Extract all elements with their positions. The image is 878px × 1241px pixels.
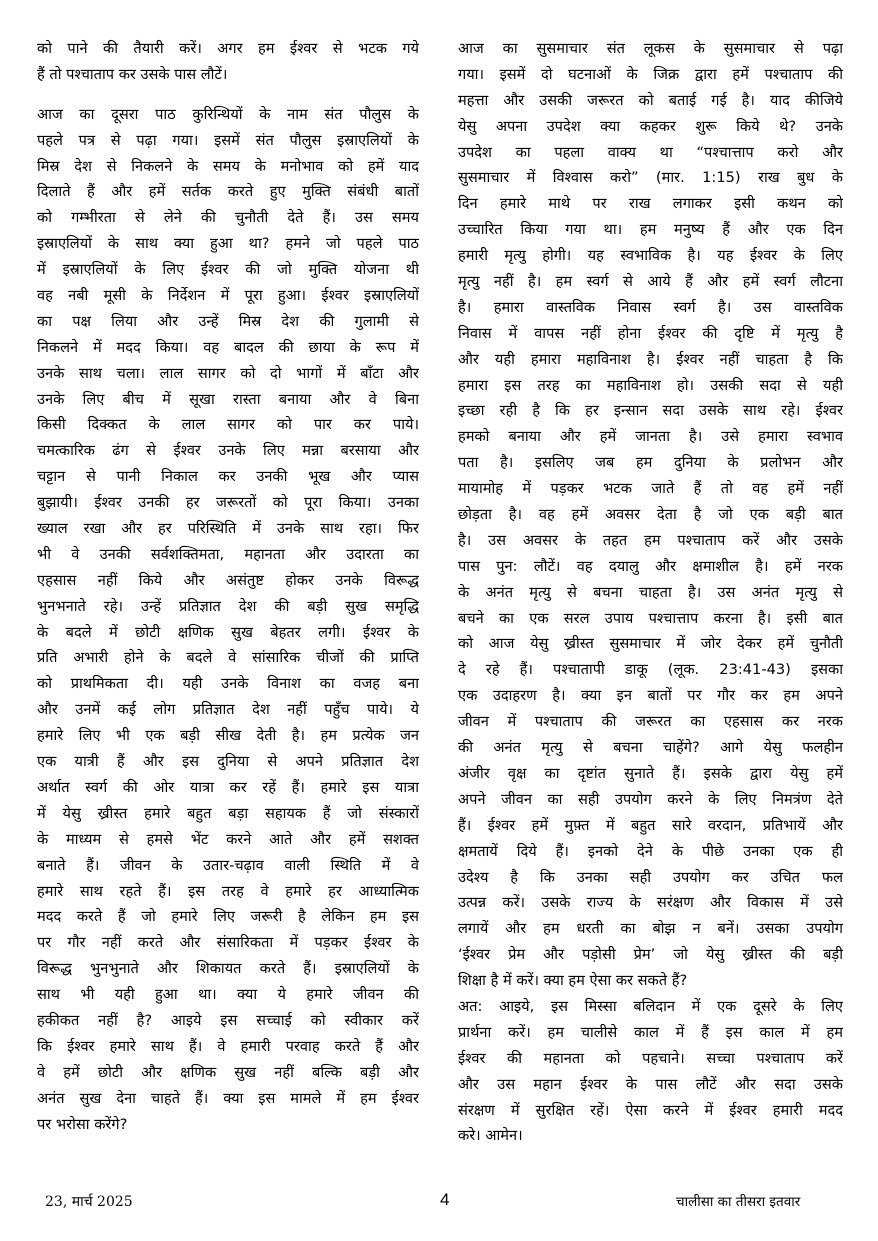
text-line: ईश्वर की महानता को पहचाने। सच्चा पश्चाताप करें [458,1049,843,1067]
text-line: उनके लिए बीच में सूखा रास्ता बनाया और वे बिना [37,390,419,408]
text-line: उत्पन्न करें। उसके राज्य के सरंक्षण और विकास में उसे [458,894,843,912]
text-line: पास पुन: लौटें। वह दयालु और क्षमाशील है। हमें नरक [458,557,843,575]
text-line: को आज येसु ख्रीस्त सुसमाचार में जोर देकर हमें चुनौती [458,635,843,653]
text-line: अंजीर वृक्ष का दृष्टांत सुनाते हैं। इसके द्वारा येसु हमें [458,764,843,782]
right-column [458,36,843,1149]
text-line: प्रति अभारी होने के बदले वे सांसारिक चीजों की प्राप्ति [37,649,419,667]
text-line: पहले पत्र से पढ़ा गया। इसमें संत पौलुस इस्राएलियों के [37,131,419,149]
text-line: हकीकत नहीं है? आइये इस सच्चाई को स्वीकार करें [37,1011,419,1029]
text-line: उनके साथ चला। लाल सागर को दो भागों में बाँटा और [37,364,419,382]
text-line: अनंत सुख देना चाहते हैं। क्या इस मामले में हम ईश्वर [37,1089,419,1107]
text-line: चमत्कारिक ढंग से ईश्वर उनके लिए मन्ना बरसाया और [37,442,419,460]
text-line: हमारा इस तरह का महाविनाश हो। उसकी सदा से यही [458,376,843,394]
text-line: एहसास नहीं किये और असंतुष्ट होकर उनके विरूद्ध [37,571,419,589]
text-line: मायामोह में पड़कर भटक जाते हैं तो वह हमें नहीं [458,480,843,498]
text-line: को पाने की तैयारी करें। अगर हम ईश्वर से भटक गये [37,40,419,57]
text-line: दे रहे हैं। पश्चातापी डाकू (लूक. 23:41-43) इसका [458,661,843,679]
text-line: भी वे उनकी सर्वशक्तिमता, महानता और उदारता का [37,545,419,563]
paragraph-gap [37,88,419,102]
text-line: चट्टान से पानी निकाल कर उनकी भूख और प्यास [37,468,419,486]
text-line: है। उस अवसर के तहत हम पश्चाताप करें और उसके [458,531,843,549]
footer-date: 23, मार्च 2025 [45,1194,133,1210]
text-line: वह नबी मूसी के निर्देशन में पूरा हुआ। ईश्वर इस्राएलियों [37,287,419,305]
text-line: हमारे लिए भी एक बड़ी सीख देती है। हम प्रत्येक जन [37,727,419,745]
text-line: और उस महान ईश्वर के पास लौटें और सदा उसके [458,1075,843,1093]
text-line: दिन हमारे माथे पर राख लगाकर इसी कथन को [458,195,843,213]
text-line: अपने जीवन का सही उपयोग करने के लिए निमत्रंण देते [458,790,843,808]
text-line: आज का दूसरा पाठ कुरिन्थियों के नाम संत पौलुस के [37,105,419,123]
text-line: हैं। ईश्वर हमें मुफ़्त में बहुत सारे वरदान, प्रतिभायें और [458,816,843,834]
text-line: निकलने में मदद किया। वह बादल की छाया के रूप में [37,338,419,356]
text-line: बचने का एक सरल उपाय पश्चात्ताप करना है। इसी बात [458,609,843,627]
text-line: दिलाते हैं और हमें सर्तक करते हुए मुक्ति संबंधी बातों [37,183,419,201]
text-line: एक यात्री हैं और इस दुनिया से अपने प्रतिज्ञात देश [37,753,419,771]
text-line: इच्छा रही है कि हर इन्सान सदा उसके साथ रहे। ईश्वर [458,402,843,420]
text-line: मदद करते हैं जो हमारे लिए जरूरी है लेकिन हम इस [37,908,419,926]
text-line: पर भरोसा करेंगे? [37,1115,128,1133]
text-line: अर्थात स्वर्ग की ओर यात्रा कर रहें हैं। हमारे इस यात्रा [37,778,419,796]
text-line: मिस्र देश से निकलने के समय के मनोभाव को हमें याद [37,157,419,175]
text-line: उच्चारित किया गया था। हम मनुष्य हैं और एक दिन [458,221,843,239]
text-line: बुझायी। ईश्वर उनकी हर जरूरतों को पूरा किया। उनका [37,494,419,512]
text-line: लगायें और हम धरती का बोझ न बनें। उसका उपयोग [458,920,843,938]
text-line: येसु अपना उपदेश क्या कहकर शुरू किये थे? उनके [458,117,843,135]
text-line: महत्ता और उसकी जरूरत को बताई गई है। याद कीजिये [458,91,843,109]
text-line: आज का सुसमाचार संत लूकस के सुसमाचार से पढ़ा [458,40,843,57]
text-line: पर गौर नहीं करते और संसारिकता में पड़कर ईश्वर के [37,934,419,952]
text-line: गया। इसमें दो घटनाओं के जिक्र द्वारा हमें पश्चाताप की [458,65,843,83]
text-line: और यही हमारा महाविनाश है। ईश्वर नहीं चाहता है कि [458,350,843,368]
text-line: विरूद्ध भुनभुनाते और शिकायत करते हैं। इस्राएलियों के [37,960,419,978]
text-line: जीवन में पश्चाताप की जरूरत का एहसास कर नरक [458,713,843,731]
text-line: अत: आइये, इस मिस्सा बलिदान में एक दूसरे के लिए [458,997,843,1015]
text-line: हमारी मृत्यु होगी। यह स्वभाविक है। यह ईश्वर के लिए [458,247,843,265]
text-line: प्रार्थना करें। हम चालीसे काल में हैं इस काल में हम [458,1023,843,1041]
text-line: के बदले में छोटी क्षणिक सुख बेहतर लगी। ईश्वर के [37,623,419,641]
text-line: सुसमाचार में विश्वास करो” (मार. 1:15) राख बुध के [458,169,843,187]
text-line: ख्याल रखा और हर परिस्थिति में उनके साथ रहा। फिर [37,520,419,538]
text-line: छोड़ता है। वह हमें अवसर देता है जो एक बड़ी बात [458,506,843,524]
text-line: किसी दिक्कत के लाल सागर को पार कर पाये। [37,416,419,434]
text-line: है। हमारा वास्तविक निवास स्वर्ग है। उस वास्तविक [458,298,843,316]
footer-title: चालीसा का तीसरा इतवार [676,1194,801,1210]
text-line: को गम्भीरता से लेने की चुनौती देते हैं। उस समय [37,209,419,227]
text-line: में इस्राएलियों के लिए ईश्वर की जो मुक्ति योजना थी [37,261,419,279]
paragraph [458,36,843,994]
text-line: की अनंत मृत्यु से बचना चाहेंगे? आगे येसु फलहीन [458,739,843,757]
paragraph [458,994,843,1149]
text-line: और उनमें कई लोग प्रतिज्ञात देश नहीं पहुँच पाये। ये [37,701,419,719]
text-line: निवास में वापस नहीं होना ईश्वर की दृष्टि में मृत्यु है [458,324,843,342]
text-line: भुनभनाते रहे। उन्हें प्रतिज्ञात देश की बड़ी सुख समृद्धि [37,597,419,615]
text-line: के अनंत मृत्यु से बचना चाहता है। उस अनंत मृत्यु से [458,583,843,601]
page-number: 4 [440,1190,450,1209]
text-line: करे। आमेन। [458,1127,523,1145]
paragraph [37,102,419,1138]
text-line: पता है। इसलिए जब हम दुनिया के प्रलोभन और [458,454,843,472]
text-line: बनाते हैं। जीवन के उतार-चढ़ाव वाली स्थिति में वे [37,856,419,874]
text-line: इस्राएलियों के साथ क्या हुआ था? हमने जो पहले पाठ [37,235,419,253]
text-line: ‘ईश्वर प्रेम और पड़ोसी प्रेम’ जो येसु ख्रीस्त की बड़ी [458,946,843,964]
text-line: शिक्षा है में करें। क्या हम ऐसा कर सकते हैं? [458,972,688,990]
left-column [37,36,419,1137]
text-line: का पक्ष लिया और उन्हें मिस्र देश की गुलामी से [37,312,419,330]
text-line: संरक्षण में सुरक्षित रहें। ऐसा करने में ईश्वर हमारी मदद [458,1101,843,1119]
text-line: को प्राथमिकता दी। यही उनके विनाश का वजह बना [37,675,419,693]
text-line: साथ भी यही हुआ था। क्या ये हमारे जीवन की [37,986,419,1004]
text-line: उपदेश का पहला वाक्य था “पश्चात्ताप करो और [458,143,843,161]
text-line: में येसु ख्रीस्त हमारे बहुत बड़ा सहायक हैं जो संस्कारों [37,804,419,822]
text-line: क्षमतायें दिये हैं। इनको देने के पीछे उनका एक ही [458,842,843,860]
text-line: वे हमें छोटी और क्षणिक सुख नहीं बल्कि बड़ी और [37,1063,419,1081]
text-line: कि ईश्वर हमारे साथ हैं। वे हमारी परवाह करते हैं और [37,1037,419,1055]
text-line: उदेश्य है कि उनका सही उपयोग कर उचित फल [458,868,843,886]
text-line: के माध्यम से हमसे भेंट करने आते और हमें सशक्त [37,830,419,848]
text-line: हैं तो पश्चाताप कर उसके पास लौटें। [37,65,228,83]
text-line: मृत्यु नहीं है। हम स्वर्ग से आये हैं और हमें स्वर्ग लौटना [458,273,843,291]
paragraph [37,36,419,88]
text-line: हमको बनाया और हमें जानता है। उसे हमारा स्वभाव [458,428,843,446]
text-line: एक उदाहरण है। क्या इन बातों पर गौर कर हम अपने [458,687,843,705]
text-line: हमारे साथ रहते हैं। इस तरह वे हमारे हर आध्यात्मिक [37,882,419,900]
